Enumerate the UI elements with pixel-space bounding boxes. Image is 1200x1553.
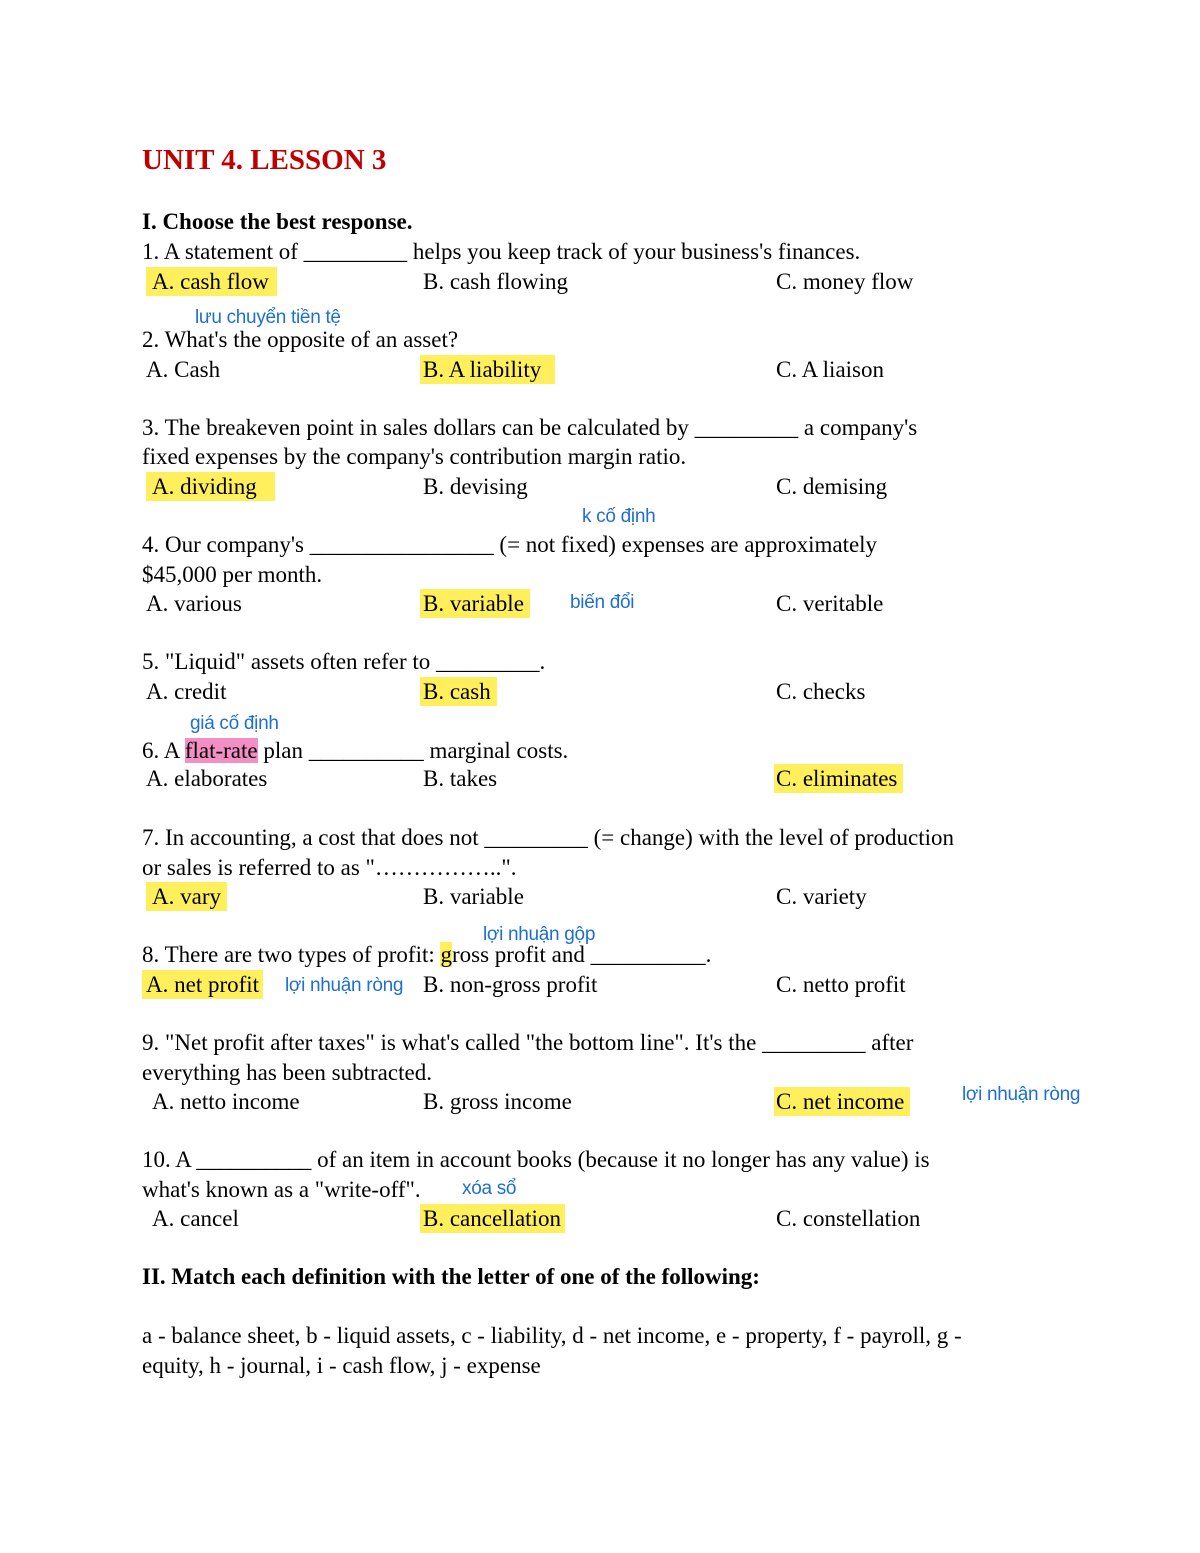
question-1-option-b: B. cash flowing: [423, 269, 569, 294]
question-6-option-a: A. elaborates: [146, 766, 268, 791]
question-6-highlighted-term: flat-rate: [184, 738, 258, 763]
section-1-heading: I. Choose the best response.: [142, 209, 413, 234]
question-5-option-b: B. cash: [420, 677, 497, 706]
handwritten-note-q10: xóa sổ: [462, 1178, 517, 1199]
question-9-stem-line-1: 9. "Net profit after taxes" is what's called "the bottom line". It's the _________ after: [142, 1030, 914, 1055]
question-4-stem-line-2: $45,000 per month.: [142, 562, 323, 587]
question-3-option-b: B. devising: [423, 474, 528, 499]
section-2-term-list-line-2: equity, h - journal, i - cash flow, j - expense: [142, 1353, 541, 1378]
question-1-stem: 1. A statement of _________ helps you keep track of your business's finances.: [142, 239, 861, 264]
handwritten-note-q6: giá cố định: [190, 713, 279, 734]
question-9-option-b: B. gross income: [423, 1089, 572, 1114]
question-9-option-a: A. netto income: [152, 1089, 300, 1114]
handwritten-note-q9: lợi nhuận ròng: [962, 1084, 1081, 1105]
question-2-option-c: C. A liaison: [776, 357, 884, 382]
question-9-stem-line-2: everything has been subtracted.: [142, 1060, 432, 1085]
question-8-stem-suffix: ross profit and __________.: [451, 942, 712, 967]
handwritten-note-q8-gross: lợi nhuận gộp: [483, 924, 596, 945]
question-10-option-b: B. cancellation: [420, 1204, 565, 1233]
question-6-stem: [142, 736, 568, 765]
question-1-option-a: A. cash flow: [146, 267, 277, 296]
page-title: UNIT 4. LESSON 3: [142, 144, 387, 176]
question-9-option-c: C. net income: [774, 1087, 910, 1116]
question-5-option-c: C. checks: [776, 679, 866, 704]
question-6-stem-prefix: 6. A: [142, 738, 185, 763]
question-8-highlighted-letter: g: [440, 942, 452, 967]
question-2-stem: 2. What's the opposite of an asset?: [142, 327, 459, 352]
question-3-stem-line-2: fixed expenses by the company's contribution margin ratio.: [142, 444, 687, 469]
question-7-stem-line-2: or sales is referred to as "……………..".: [142, 855, 517, 880]
question-6-option-b: B. takes: [423, 766, 498, 791]
question-7-option-b: B. variable: [423, 884, 524, 909]
question-3-option-c: C. demising: [776, 474, 888, 499]
question-8-stem: [142, 940, 711, 969]
question-1-option-c: C. money flow: [776, 269, 914, 294]
question-5-option-a: A. credit: [146, 679, 227, 704]
section-2-term-list-line-1: a - balance sheet, b - liquid assets, c - liability, d - net income, e - property, f - payroll, g -: [142, 1323, 962, 1348]
question-2-option-b: B. A liability: [420, 355, 555, 384]
question-7-option-c: C. variety: [776, 884, 867, 909]
question-8-option-c: C. netto profit: [776, 972, 906, 997]
handwritten-note-q4-variable: biến đổi: [570, 592, 635, 613]
question-6-stem-suffix: plan __________ marginal costs.: [257, 738, 569, 763]
question-7-stem-line-1: 7. In accounting, a cost that does not _________ (= change) with the level of production: [142, 825, 955, 850]
question-8-option-b: B. non-gross profit: [423, 972, 598, 997]
section-2-heading: II. Match each definition with the letter of one of the following:: [142, 1264, 760, 1289]
question-5-stem: 5. "Liquid" assets often refer to _________.: [142, 649, 546, 674]
question-6-option-c: C. eliminates: [774, 764, 903, 793]
question-2-option-a: A. Cash: [146, 357, 221, 382]
question-7-option-a: A. vary: [146, 882, 227, 911]
question-10-stem-line-2: what's known as a "write-off".: [142, 1177, 421, 1202]
handwritten-note-q4-fixed: k cố định: [582, 506, 656, 527]
question-4-option-c: C. veritable: [776, 591, 884, 616]
question-8-option-a: A. net profit: [142, 970, 263, 999]
handwritten-note-q1: lưu chuyển tiền tệ: [195, 307, 341, 328]
question-4-option-a: A. various: [146, 591, 242, 616]
handwritten-note-q8-net: lợi nhuận ròng: [285, 975, 404, 996]
question-10-option-c: C. constellation: [776, 1206, 921, 1231]
question-10-stem-line-1: 10. A __________ of an item in account books (because it no longer has any value) is: [142, 1147, 930, 1172]
question-10-option-a: A. cancel: [152, 1206, 239, 1231]
question-3-option-a: A. dividing: [146, 472, 275, 501]
question-4-stem-line-1: 4. Our company's ________________ (= not fixed) expenses are approximately: [142, 532, 878, 557]
question-4-option-b: B. variable: [420, 589, 530, 618]
question-8-stem-prefix: 8. There are two types of profit:: [142, 942, 441, 967]
question-3-stem-line-1: 3. The breakeven point in sales dollars can be calculated by _________ a company's: [142, 415, 918, 440]
